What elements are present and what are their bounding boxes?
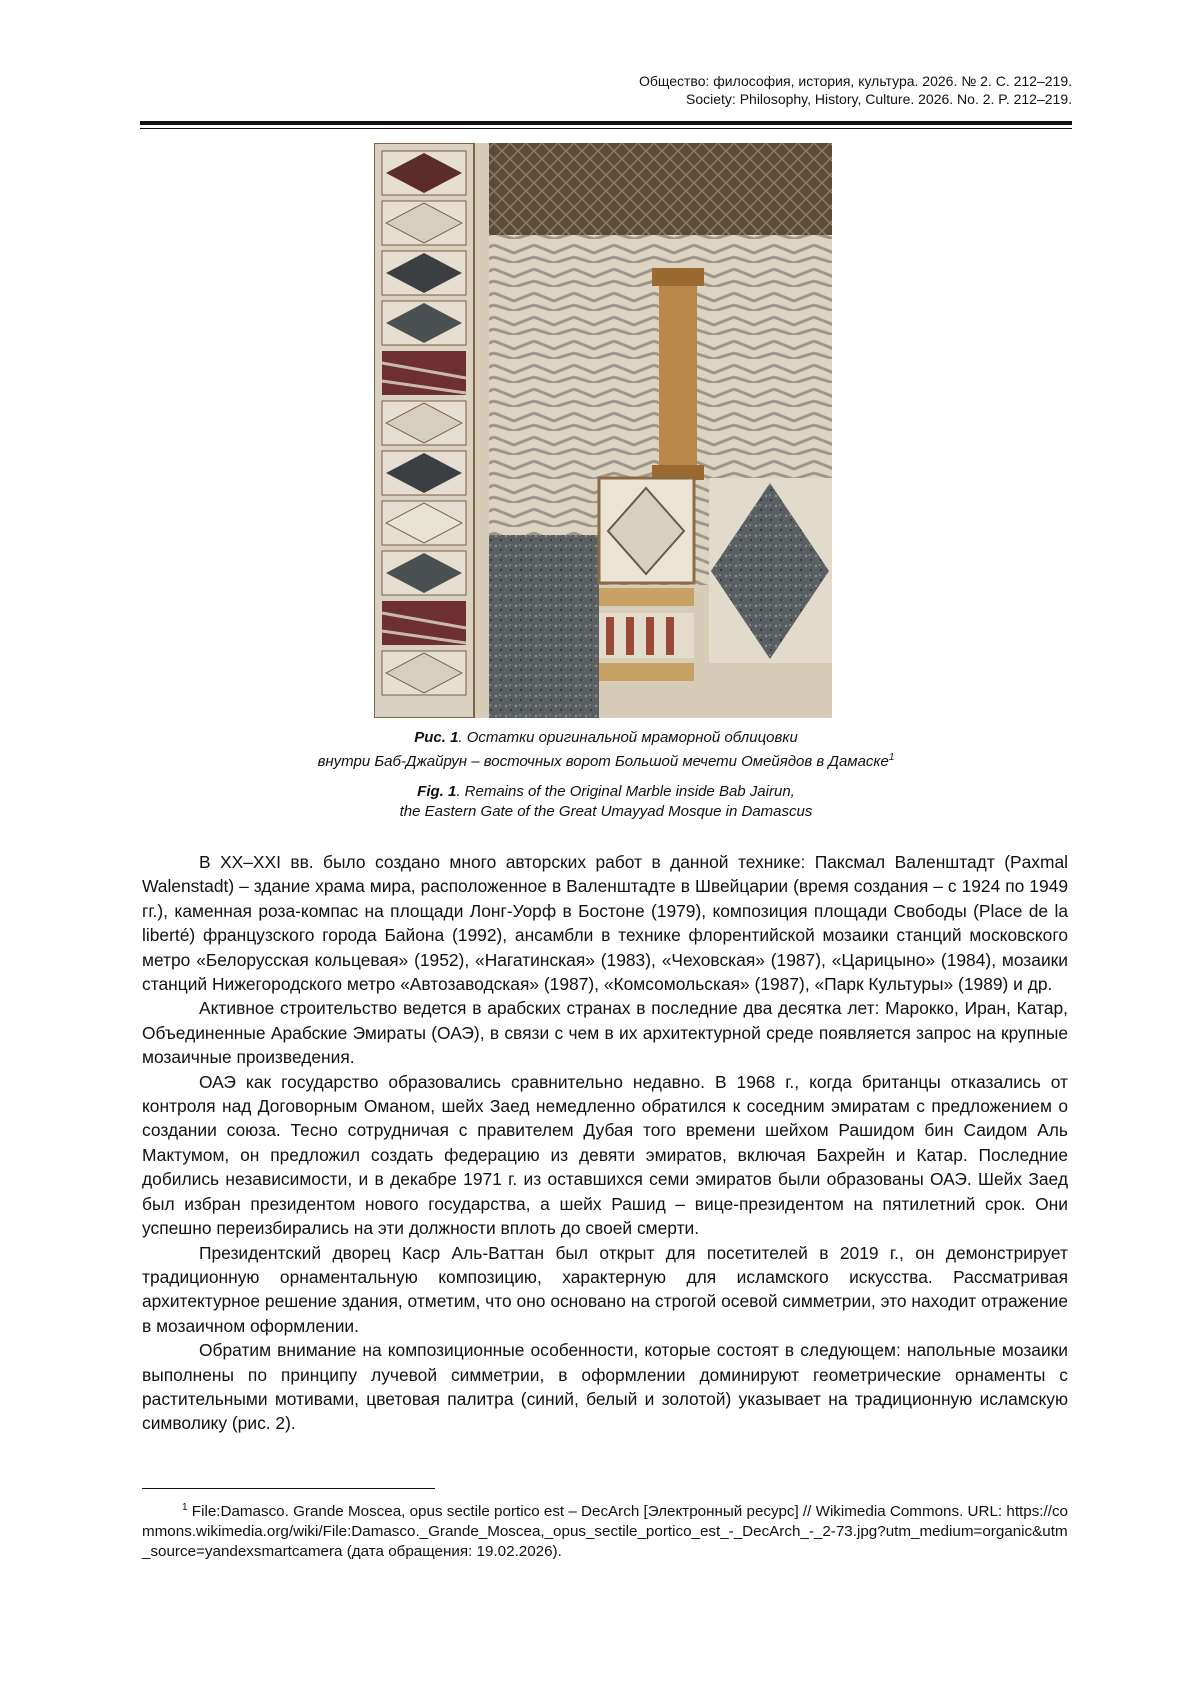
figure-caption-ru: [140, 728, 1072, 772]
caption-en-label: Fig. 1: [417, 783, 457, 800]
footnote-reference[interactable]: 1: [888, 752, 895, 763]
figure-marble-photo: [374, 143, 832, 718]
caption-en-line2: the Eastern Gate of the Great Umayyad Mosque in Damascus: [399, 803, 813, 820]
paragraph: Президентский дворец Каср Аль-Ваттан был открыт для посетителей в 2019 г., он демонстрирует традиционную орнаментальную композицию, характерную для исламского искусства. Рассматривая архитектурное решение здания, отметим, что оно основано на строгой осевой симметрии, это находит отражение в мозаичном оформлении.: [142, 1242, 1068, 1336]
paragraph: В XX–XXI вв. было создано много авторских работ в данной технике: Паксмал Валенштадт (Paxmal Walenstadt) – здание храма мира, расположенное в Валенштадте в Швейцарии (время создания – с 1924 по 1949 гг.), каменная роза-компас на площади Лонг-Уорф в Бостоне (1979), композиция площади Свободы (Place de la liberté) французского города Байона (1992), ансамбли в технике флорентийской мозаики станций московского метро «Белорусская кольцевая» (1952), «Нагатинская» (1983), «Чеховская» (1987), «Царицыно» (1984), мозаики станций Нижегородского метро «Автозаводская» (1987), «Комсомольская» (1987), «Парк Культуры» (1989) и др.: [142, 852, 1068, 995]
body-text: [142, 850, 1068, 1436]
footnote-text: File:Damasco. Grande Moscea, opus sectile portico est – DecArch [Электронный ресурс] // Wikimedia Commons. URL: https://commons.wikimedia.org/wiki/File:Damasco._Grande_Moscea,_opus_sectile_portico_est_-_DecArch_-_2-73.jpg?utm_medium=organic&utm_source=yandexsmartcamera (дата обращения: 19.02.2026).: [142, 1503, 1068, 1561]
journal-header: [132, 72, 1072, 108]
caption-ru-line2: внутри Баб-Джайрун – восточных ворот Большой мечети Омейядов в Дамаске: [317, 753, 889, 770]
footnote: [142, 1498, 1068, 1562]
caption-ru-label: Рис. 1: [414, 729, 459, 746]
footnote-number: 1: [182, 1502, 188, 1513]
header-rule-thin: [140, 128, 1072, 129]
border-tiles: [382, 151, 466, 695]
journal-header-en: Society: Philosophy, History, Culture. 2026. No. 2. P. 212–219.: [686, 91, 1072, 107]
header-rule-thick: [140, 121, 1072, 125]
caption-en-line1: . Remains of the Original Marble inside Bab Jairun,: [456, 783, 795, 800]
paragraph: Активное строительство ведется в арабских странах в последние два десятка лет: Марокко, Иран, Катар, Объединенные Арабские Эмираты (ОАЭ), в связи с чем в их архитектурной среде появляется запрос на крупные мозаичные произведения.: [142, 998, 1068, 1068]
paragraph: Обратим внимание на композиционные особенности, которые состоят в следующем: напольные мозаики выполнены по принципу лучевой симметрии, в оформлении доминируют геометрические орнаменты с растительными мотивами, цветовая палитра (синий, белый и золотой) указывает на традиционную исламскую символику (рис. 2).: [142, 1340, 1068, 1434]
figure-caption-en: [140, 782, 1072, 822]
footnote-separator: [142, 1488, 435, 1489]
journal-header-ru: Общество: философия, история, культура. 2026. № 2. С. 212–219.: [638, 73, 1072, 89]
marble-illustration: [374, 143, 832, 718]
paragraph: ОАЭ как государство образовались сравнительно недавно. В 1968 г., когда британцы отказались от контроля над Договорным Оманом, шейх Заед немедленно обратился к соседним эмиратам с предложением о создании союза. Тесно сотрудничая с правителем Дубая того времени шейхом Рашидом бин Саидом Аль Мактумом, он предложил создать федерацию из девяти эмиратов, включая Бахрейн и Катар. Последние добились независимости, и в декабре 1971 г. из оставшихся семи эмиратов были образованы ОАЭ. Шейх Заед был избран президентом нового государства, а шейх Рашид – вице-президентом на пятилетний срок. Они успешно переизбирались на эти должности вплоть до своей смерти.: [142, 1071, 1068, 1239]
caption-ru-line1: . Остатки оригинальной мраморной облицовки: [458, 729, 798, 746]
